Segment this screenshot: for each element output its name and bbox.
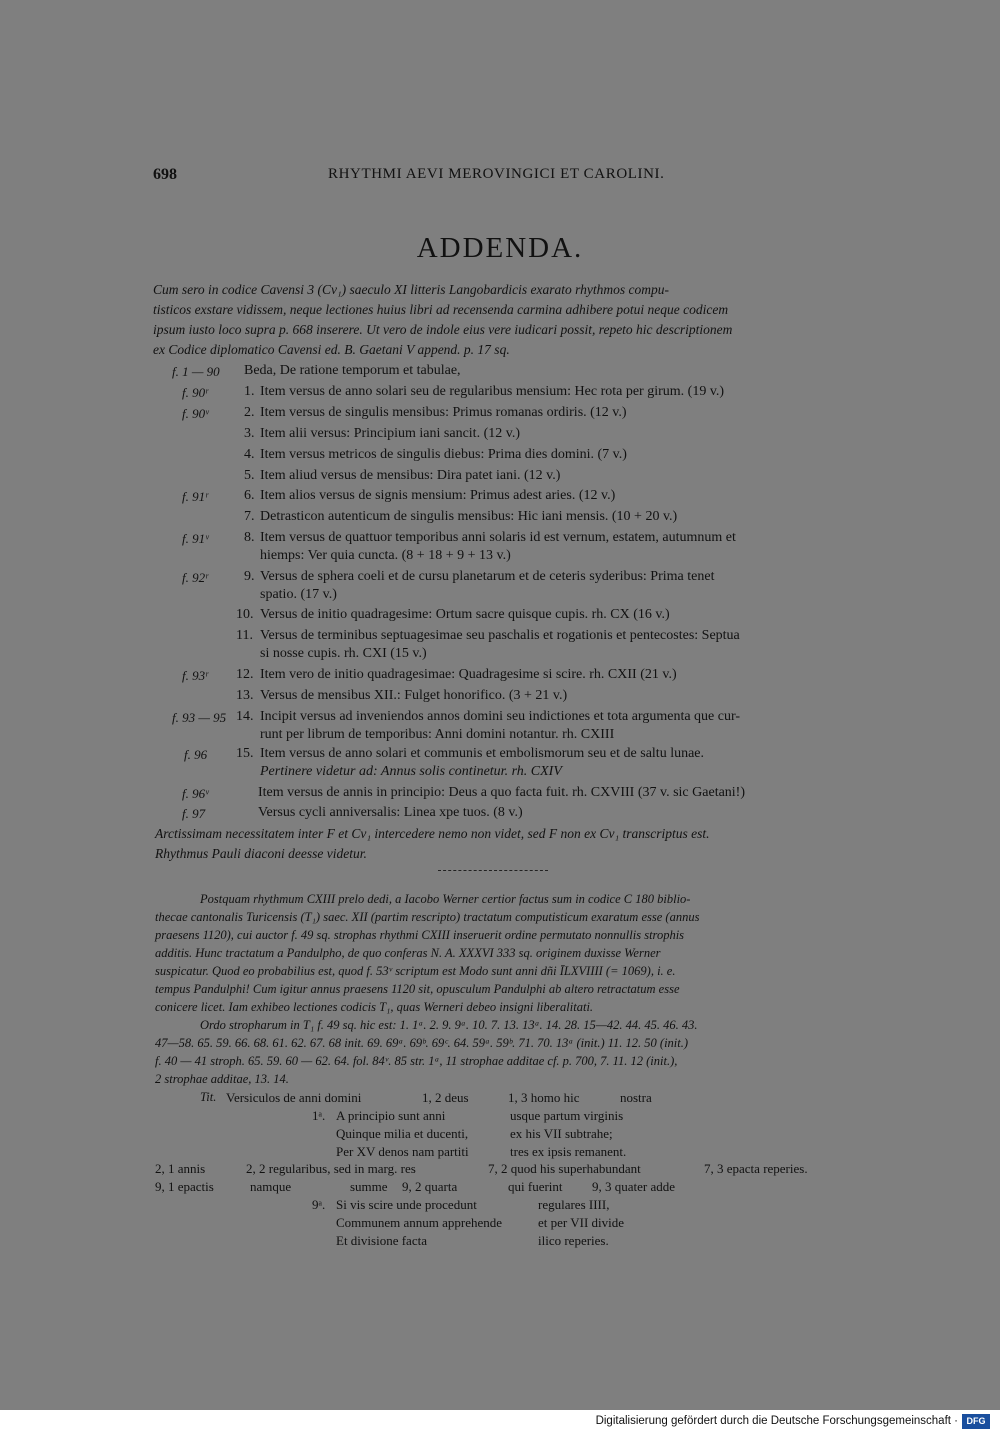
entry-number: 6.	[244, 488, 255, 503]
entry-text: runt per librum de temporibus: Anni domini notantur. rh. CXIII	[260, 727, 615, 742]
entry-text: Versus cycli anniversalis: Linea xpe tuos. (8 v.)	[258, 805, 523, 820]
entry-text: Item aliud versus de mensibus: Dira patet iani. (12 v.)	[260, 468, 561, 483]
folio-ref: f. 92ʳ	[182, 570, 208, 585]
intro-line: ex Codice diplomatico Cavensi ed. B. Gaetani V append. p. 17 sq.	[153, 342, 510, 357]
entry-text: Incipit versus ad inveniendos annos domini seu indictiones et tota argumenta que cur-	[260, 709, 741, 724]
entry-number: 12.	[236, 667, 254, 682]
entry-text: hiemps: Ver quia cuncta. (8 + 18 + 9 + 13 v.)	[260, 548, 511, 563]
postscript-line: suspicatur. Quod eo probabilius est, quod f. 53ᵛ scriptum est Modo sunt anni dñi ĪLXVIIII (= 1069), i. e.	[155, 964, 676, 978]
entry-text: Item alios versus de signis mensium: Primus adest aries. (12 v.)	[260, 488, 616, 503]
variant: qui fuerint	[508, 1179, 563, 1194]
folio-ref: f. 93 — 95	[172, 710, 227, 725]
entry-number: 7.	[244, 509, 255, 524]
variant: 9, 2 quarta	[402, 1179, 458, 1194]
entry-number: 14.	[236, 709, 254, 724]
entry-number: 1.	[244, 384, 255, 399]
variant: 9, 3 quater adde	[592, 1179, 676, 1194]
folio-ref: f. 97	[182, 806, 206, 821]
tit-text: Versiculos de anni domini	[226, 1090, 362, 1105]
variant: namque	[250, 1179, 292, 1194]
folio-ref: f. 90ᵛ	[182, 406, 209, 421]
running-title: RHYTHMI AEVI MEROVINGICI ET CAROLINI.	[328, 166, 665, 182]
page-number: 698	[153, 166, 177, 183]
ordo-line: 47—58. 65. 59. 66. 68. 61. 62. 67. 68 init. 69. 69ᵃ. 69ᵇ. 69ᶜ. 64. 59ᵃ. 59ᵇ. 71. 70. 13ᵃ (init.) 11. 12. 50 (init.)	[155, 1036, 689, 1050]
entry-number: 8.	[244, 530, 255, 545]
verse-line: ilico reperies.	[538, 1233, 609, 1248]
verse-line: Quinque milia et ducenti,	[336, 1126, 469, 1141]
verse-line: usque partum virginis	[510, 1108, 624, 1123]
entry-number: 15.	[236, 746, 254, 761]
folio-ref: f. 93ʳ	[182, 668, 208, 683]
variant: nostra	[620, 1090, 652, 1105]
verse-line: Si vis scire unde procedunt	[336, 1197, 477, 1212]
verse-line: tres ex ipsis remanent.	[510, 1144, 627, 1159]
entry-text: Versus de sphera coeli et de cursu planetarum et de ceteris syderibus: Prima tenet	[260, 569, 715, 584]
entry-text: Item versus de annis in principio: Deus a quo facta fuit. rh. CXVIII (37 v. sic Gaetani!)	[258, 785, 746, 800]
folio-ref: f. 91ʳ	[182, 489, 208, 504]
entry-text: Detrasticon autenticum de singulis mensibus: Hic iani mensis. (10 + 20 v.)	[260, 509, 678, 524]
variant: 1, 3 homo hic	[508, 1090, 580, 1105]
entry-text: Item versus de anno solari et communis et embolismorum seu et de saltu lunae.	[260, 746, 705, 761]
ordo-line: 2 strophae additae, 13. 14.	[155, 1072, 289, 1086]
funding-notice: Digitalisierung gefördert durch die Deutsche Forschungsgemeinschaft ·	[595, 1415, 958, 1427]
folio-ref: f. 90ʳ	[182, 385, 208, 400]
stanza-number: 1ᵃ.	[312, 1108, 326, 1123]
folio-ref: f. 91ᵛ	[182, 531, 209, 546]
verse-line: regulares IIII,	[538, 1197, 610, 1212]
entry-number: 5.	[244, 468, 255, 483]
verse-line: A principio sunt anni	[336, 1108, 446, 1123]
postscript-line: tempus Pandulphi! Cum igitur annus praesens 1120 sit, opusculum Pandulphi ab altero retractatum esse	[155, 982, 680, 996]
intro-line: ipsum iusto loco supra p. 668 inserere. Ut vero de indole eius vere iudicari possit, repeto hic descriptionem	[153, 322, 733, 337]
entry-text: Item alii versus: Principium iani sancit. (12 v.)	[260, 426, 520, 441]
postscript-line: additis. Hunc tractatum a Pandulpho, de quo conferas N. A. XXXVI 333 sq. originem duxisse Werner	[155, 946, 661, 960]
folio-ref: f. 96	[184, 747, 208, 762]
running-header	[0, 166, 1000, 186]
closing-line: Rhythmus Pauli diaconi deesse videtur.	[155, 846, 367, 861]
postscript-line: praesens 1120), cui auctor f. 49 sq. strophas rhythmi CXIII inseruerit ordine permutato nonnullis strophis	[155, 928, 685, 942]
entry-number: 9.	[244, 569, 255, 584]
closing-line: Arctissimam necessitatem inter F et Cv₁ intercedere nemo non videt, sed F non ex Cv₁ transcriptus est.	[155, 826, 710, 841]
section-title: ADDENDA.	[416, 232, 584, 264]
entry-text: Item versus metricos de singulis diebus: Prima dies domini. (7 v.)	[260, 447, 627, 462]
entry-text: si nosse cupis. rh. CXI (15 v.)	[260, 646, 427, 661]
postscript-line: thecae cantonalis Turicensis (T₁) saec. XII (partim rescripto) tractatum computisticum exaratum esse (annus	[155, 910, 700, 924]
postscript-line: Postquam rhythmum CXIII prelo dedi, a Iacobo Werner certior factus sum in codice C 180 biblio-	[200, 892, 691, 906]
variant: 1, 2 deus	[422, 1090, 469, 1105]
entry-number: 4.	[244, 447, 255, 462]
dfg-logo[interactable]: DFG	[962, 1414, 990, 1429]
stanza-number: 9ᵃ.	[312, 1197, 326, 1212]
entry-text: Beda, De ratione temporum et tabulae,	[244, 363, 461, 378]
intro-line: tisticos exstare vidissem, neque lectiones huius libri ad recensenda carmina adhibere potui neque codicem	[153, 302, 729, 317]
entry-text: Item versus de quattuor temporibus anni solaris id est vernum, estatem, autumnum et	[260, 530, 736, 545]
folio-ref: f. 96ᵛ	[182, 786, 209, 801]
variant: 7, 2 quod his superhabundant	[488, 1161, 641, 1176]
ordo-line: Ordo stropharum in T₁ f. 49 sq. hic est: 1. 1ᵃ. 2. 9. 9ᵃ. 10. 7. 13. 13ᵃ. 14. 28. 15—42. 44. 45. 46. 43.	[200, 1018, 698, 1032]
intro-line: Cum sero in codice Cavensi 3 (Cv₁) saeculo XI litteris Langobardicis exarato rhythmos compu-	[153, 282, 669, 297]
verse-line: Et divisione facta	[336, 1233, 427, 1248]
verse-line: Per XV denos nam partiti	[336, 1144, 469, 1159]
entry-text: Pertinere videtur ad: Annus solis continetur. rh. CXIV	[260, 764, 562, 779]
entry-text: Item vero de initio quadragesimae: Quadragesime si scire. rh. CXII (21 v.)	[260, 667, 677, 682]
entry-number: 2.	[244, 405, 255, 420]
entry-text: Versus de terminibus septuagesimae seu paschalis et rogationis et pentecostes: Septua	[260, 628, 740, 643]
ordo-line: f. 40 — 41 stroph. 65. 59. 60 — 62. 64. fol. 84ᵛ. 85 str. 1ᵃ, 11 strophae additae cf. p. 700, 7. 11. 12 (init.),	[155, 1054, 678, 1068]
entry-number: 10.	[236, 607, 254, 622]
entry-text: Versus de initio quadragesime: Ortum sacre quisque cupis. rh. CX (16 v.)	[260, 607, 670, 622]
entry-text: Item versus de singulis mensibus: Primus romanas ordiris. (12 v.)	[260, 405, 627, 420]
entry-text: spatio. (17 v.)	[260, 587, 337, 602]
separator-rule	[438, 870, 548, 872]
verse-line: ex his VII subtrahe;	[510, 1126, 613, 1141]
entry-text: Item versus de anno solari seu de regularibus mensium: Hec rota per girum. (19 v.)	[260, 384, 725, 399]
verse-line: et per VII divide	[538, 1215, 625, 1230]
variant: 2, 1 annis	[155, 1161, 206, 1176]
folio-ref: f. 1 — 90	[172, 364, 220, 379]
variant: summe	[350, 1179, 388, 1194]
postscript-line: conicere licet. Iam exhibeo lectiones codicis T₁, quas Werneri debeo insigni liberalitati.	[155, 1000, 594, 1014]
footer-bar	[0, 1415, 1000, 1434]
variant: 9, 1 epactis	[155, 1179, 214, 1194]
entry-number: 11.	[236, 628, 253, 643]
verse-line: Communem annum apprehende	[336, 1215, 503, 1230]
variant: 2, 2 regularibus, sed in marg. res	[246, 1161, 416, 1176]
entry-text: Versus de mensibus XII.: Fulget honorifico. (3 + 21 v.)	[260, 688, 568, 703]
entry-number: 3.	[244, 426, 255, 441]
entry-number: 13.	[236, 688, 254, 703]
tit-label: Tit.	[200, 1090, 217, 1104]
variant: 7, 3 epacta reperies.	[704, 1161, 808, 1176]
